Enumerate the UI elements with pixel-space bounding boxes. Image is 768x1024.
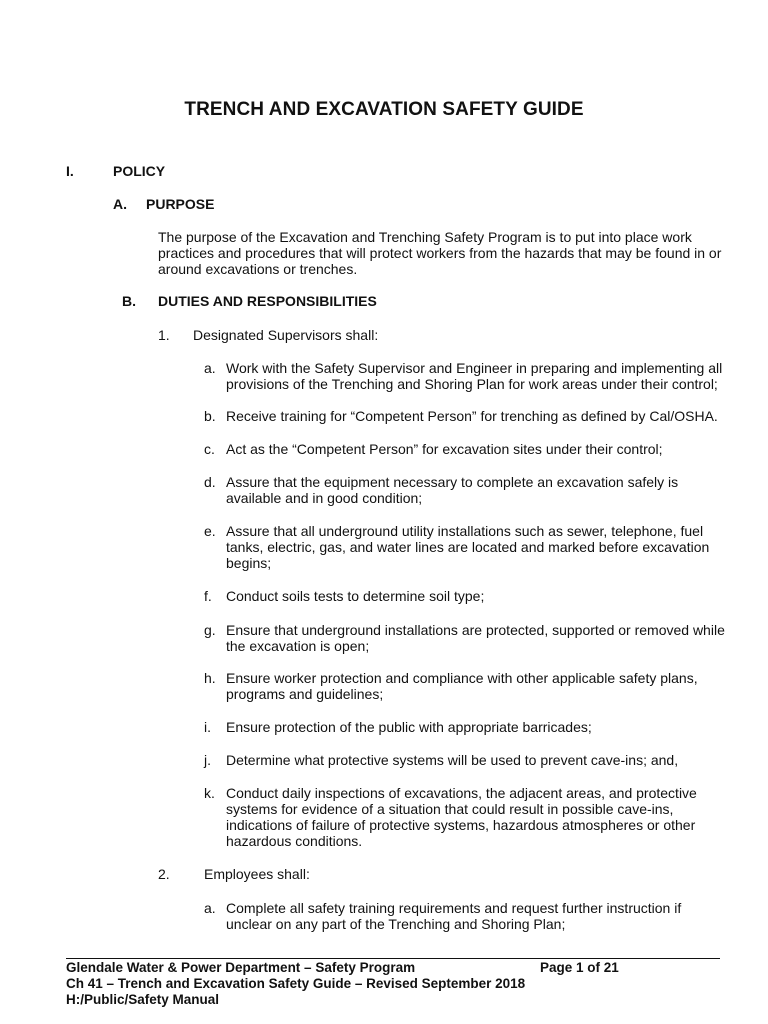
- document-title: TRENCH AND EXCAVATION SAFETY GUIDE: [184, 99, 584, 120]
- list-item-text: Assure that all underground utility installations such as sewer, telephone, fuel tanks, electric, gas, and water lines are located and marked before excavation begins;: [226, 523, 710, 571]
- item-1-number: 1.: [158, 327, 170, 343]
- list-item-label: e.: [204, 523, 216, 539]
- list-item-text: Work with the Safety Supervisor and Engineer in preparing and implementing all provisions of the Trenching and Shoring Plan for work areas under their control;: [226, 360, 723, 392]
- purpose-paragraph: The purpose of the Excavation and Trenching Safety Program is to put into place work practices and procedures that will protect workers from the hazards that may be found in or around excavations or trenches.: [158, 229, 722, 277]
- item-2-title: Employees shall:: [204, 866, 310, 882]
- section-title: POLICY: [113, 163, 166, 179]
- footer-chapter: Ch 41 – Trench and Excavation Safety Guide – Revised September 2018: [66, 976, 526, 991]
- list-item-label: c.: [204, 441, 215, 457]
- list-item-label: d.: [204, 474, 216, 490]
- footer-path: H:/Public/Safety Manual: [66, 992, 220, 1007]
- list-item-text: Ensure worker protection and compliance with other applicable safety plans, programs and guidelines;: [226, 670, 698, 702]
- subsection-a-title: PURPOSE: [146, 196, 215, 212]
- footer-page-number: Page 1 of 21: [540, 960, 619, 975]
- list-item-label: k.: [204, 785, 215, 801]
- list-item-text: Ensure protection of the public with appropriate barricades;: [226, 719, 592, 735]
- subsection-a-number: A.: [113, 196, 127, 212]
- list-item-label: a.: [204, 900, 216, 916]
- list-item-text: Determine what protective systems will be used to prevent cave-ins; and,: [226, 752, 679, 768]
- list-item-text: Receive training for “Competent Person” for trenching as defined by Cal/OSHA.: [226, 408, 718, 424]
- list-item-text: Conduct daily inspections of excavations, the adjacent areas, and protective systems for evidence of a situation that could result in possible cave-ins, indications of failure of protective systems, hazardous atmospheres or other hazardous conditions.: [226, 785, 697, 849]
- footer-divider: [66, 958, 720, 959]
- list-item-text: Ensure that underground installations are protected, supported or removed while the excavation is open;: [226, 622, 725, 654]
- subsection-b-title: DUTIES AND RESPONSIBILITIES: [158, 293, 377, 309]
- list-item-label: i.: [204, 719, 211, 735]
- list-item-label: a.: [204, 360, 216, 376]
- list-item-label: f.: [204, 588, 212, 604]
- list-item-label: h.: [204, 670, 216, 686]
- item-1-title: Designated Supervisors shall:: [193, 327, 379, 343]
- subsection-b-number: B.: [122, 293, 136, 309]
- footer-organization: Glendale Water & Power Department – Safety Program: [66, 960, 416, 975]
- item-2-number: 2.: [158, 866, 170, 882]
- list-item-text: Act as the “Competent Person” for excavation sites under their control;: [226, 441, 663, 457]
- section-number: I.: [66, 163, 74, 179]
- list-item-text: Complete all safety training requirements and request further instruction if unclear on any part of the Trenching and Shoring Plan;: [226, 900, 682, 932]
- list-item-text: Conduct soils tests to determine soil type;: [226, 588, 485, 604]
- list-item-text: Assure that the equipment necessary to complete an excavation safely is available and in good condition;: [226, 474, 679, 506]
- list-item-label: j.: [204, 752, 211, 768]
- list-item-label: g.: [204, 622, 216, 638]
- list-item-label: b.: [204, 408, 216, 424]
